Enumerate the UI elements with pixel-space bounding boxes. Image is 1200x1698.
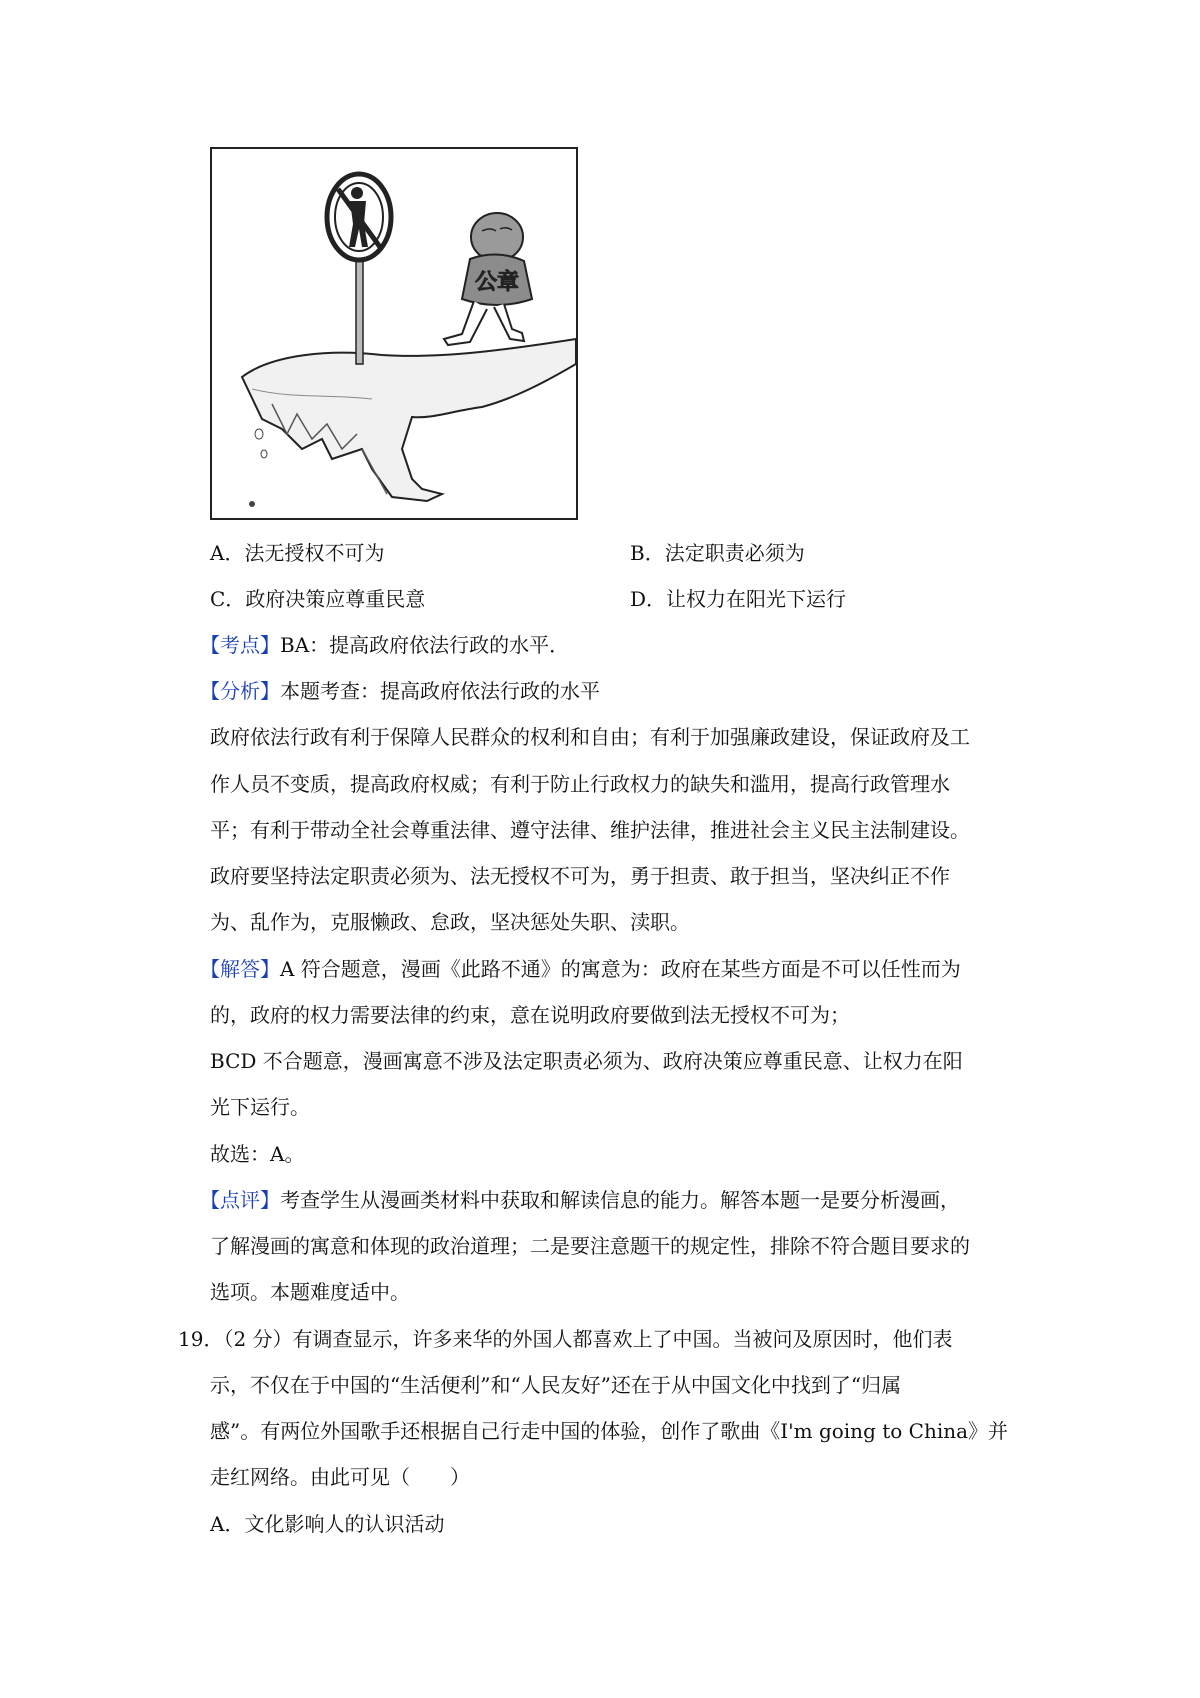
seal-label: 公章 (474, 270, 520, 295)
jieda-line: BCD 不合题意，漫画寓意不涉及法定职责必须为、政府决策应尊重民意、让权力在阳 (210, 1049, 963, 1073)
fenxi-line: 作人员不变质，提高政府权威；有利于防止行政权力的缺失和滥用，提高行政管理水 (210, 772, 950, 796)
dianping-line: 了解漫画的寓意和体现的政治道理；二是要注意题干的规定性，排除不符合题目要求的 (210, 1234, 970, 1258)
kaodian-section: 【考点】BA：提高政府依法行政的水平． (200, 633, 570, 657)
no-pedestrian-sign-icon (327, 174, 391, 260)
option-d: D．让权力在阳光下运行 (630, 587, 847, 611)
fenxi-line: 政府依法行政有利于保障人民群众的权利和自由；有利于加强廉政建设，保证政府及工 (210, 725, 970, 749)
option-b: B．法定职责必须为 (630, 541, 805, 565)
option-a: A．法无授权不可为 (210, 541, 385, 565)
question-number: 19． (178, 1327, 224, 1351)
option-c: C．政府决策应尊重民意 (210, 587, 426, 611)
fenxi-label: 分析 (220, 679, 260, 703)
cartoon-figure (210, 147, 578, 520)
jieda-section: 【解答】A 符合题意，漫画《此路不通》的寓意为：政府在某些方面是不可以任性而为 (200, 957, 961, 981)
fenxi-section: 【分析】本题考查：提高政府依法行政的水平 (200, 679, 600, 703)
fenxi-line: 政府要坚持法定职责必须为、法无授权不可为，勇于担责、敢于担当，坚决纠正不作 (210, 864, 950, 888)
jieda-line: 的，政府的权力需要法律的约束，意在说明政府要做到法无授权不可为； (210, 1003, 850, 1027)
question-19-line: 示，不仅在于中国的“生活便利”和“人民友好”还在于从中国文化中找到了“归属 (210, 1373, 902, 1397)
jieda-line: 光下运行。 (210, 1095, 310, 1119)
dianping-line: 选项。本题难度适中。 (210, 1280, 410, 1304)
jieda-label: 解答 (220, 957, 260, 981)
question-19-line: 感”。有两位外国歌手还根据自己行走中国的体验，创作了歌曲《I'm going to China》并 (210, 1419, 1009, 1443)
question-19-first-line: 19．（2 分）有调查显示，许多来华的外国人都喜欢上了中国。当被问及原因时，他们表 (178, 1327, 953, 1351)
dianping-section: 【点评】考查学生从漫画类材料中获取和解读信息的能力。解答本题一是要分析漫画， (200, 1188, 960, 1212)
q19-option-a: A．文化影响人的认识活动 (210, 1512, 445, 1536)
question-19-line: 走红网络。由此可见（ ） (210, 1465, 470, 1489)
fenxi-line: 平；有利于带动全社会尊重法律、遵守法律、维护法律，推进社会主义民主法制建设。 (210, 818, 970, 842)
dianping-label: 点评 (220, 1188, 260, 1212)
jieda-answer: 故选：A。 (210, 1142, 305, 1166)
cliff-illustration (242, 339, 576, 501)
kaodian-label: 考点 (220, 633, 260, 657)
fenxi-line: 为、乱作为，克服懒政、怠政，坚决惩处失职、渎职。 (210, 910, 690, 934)
